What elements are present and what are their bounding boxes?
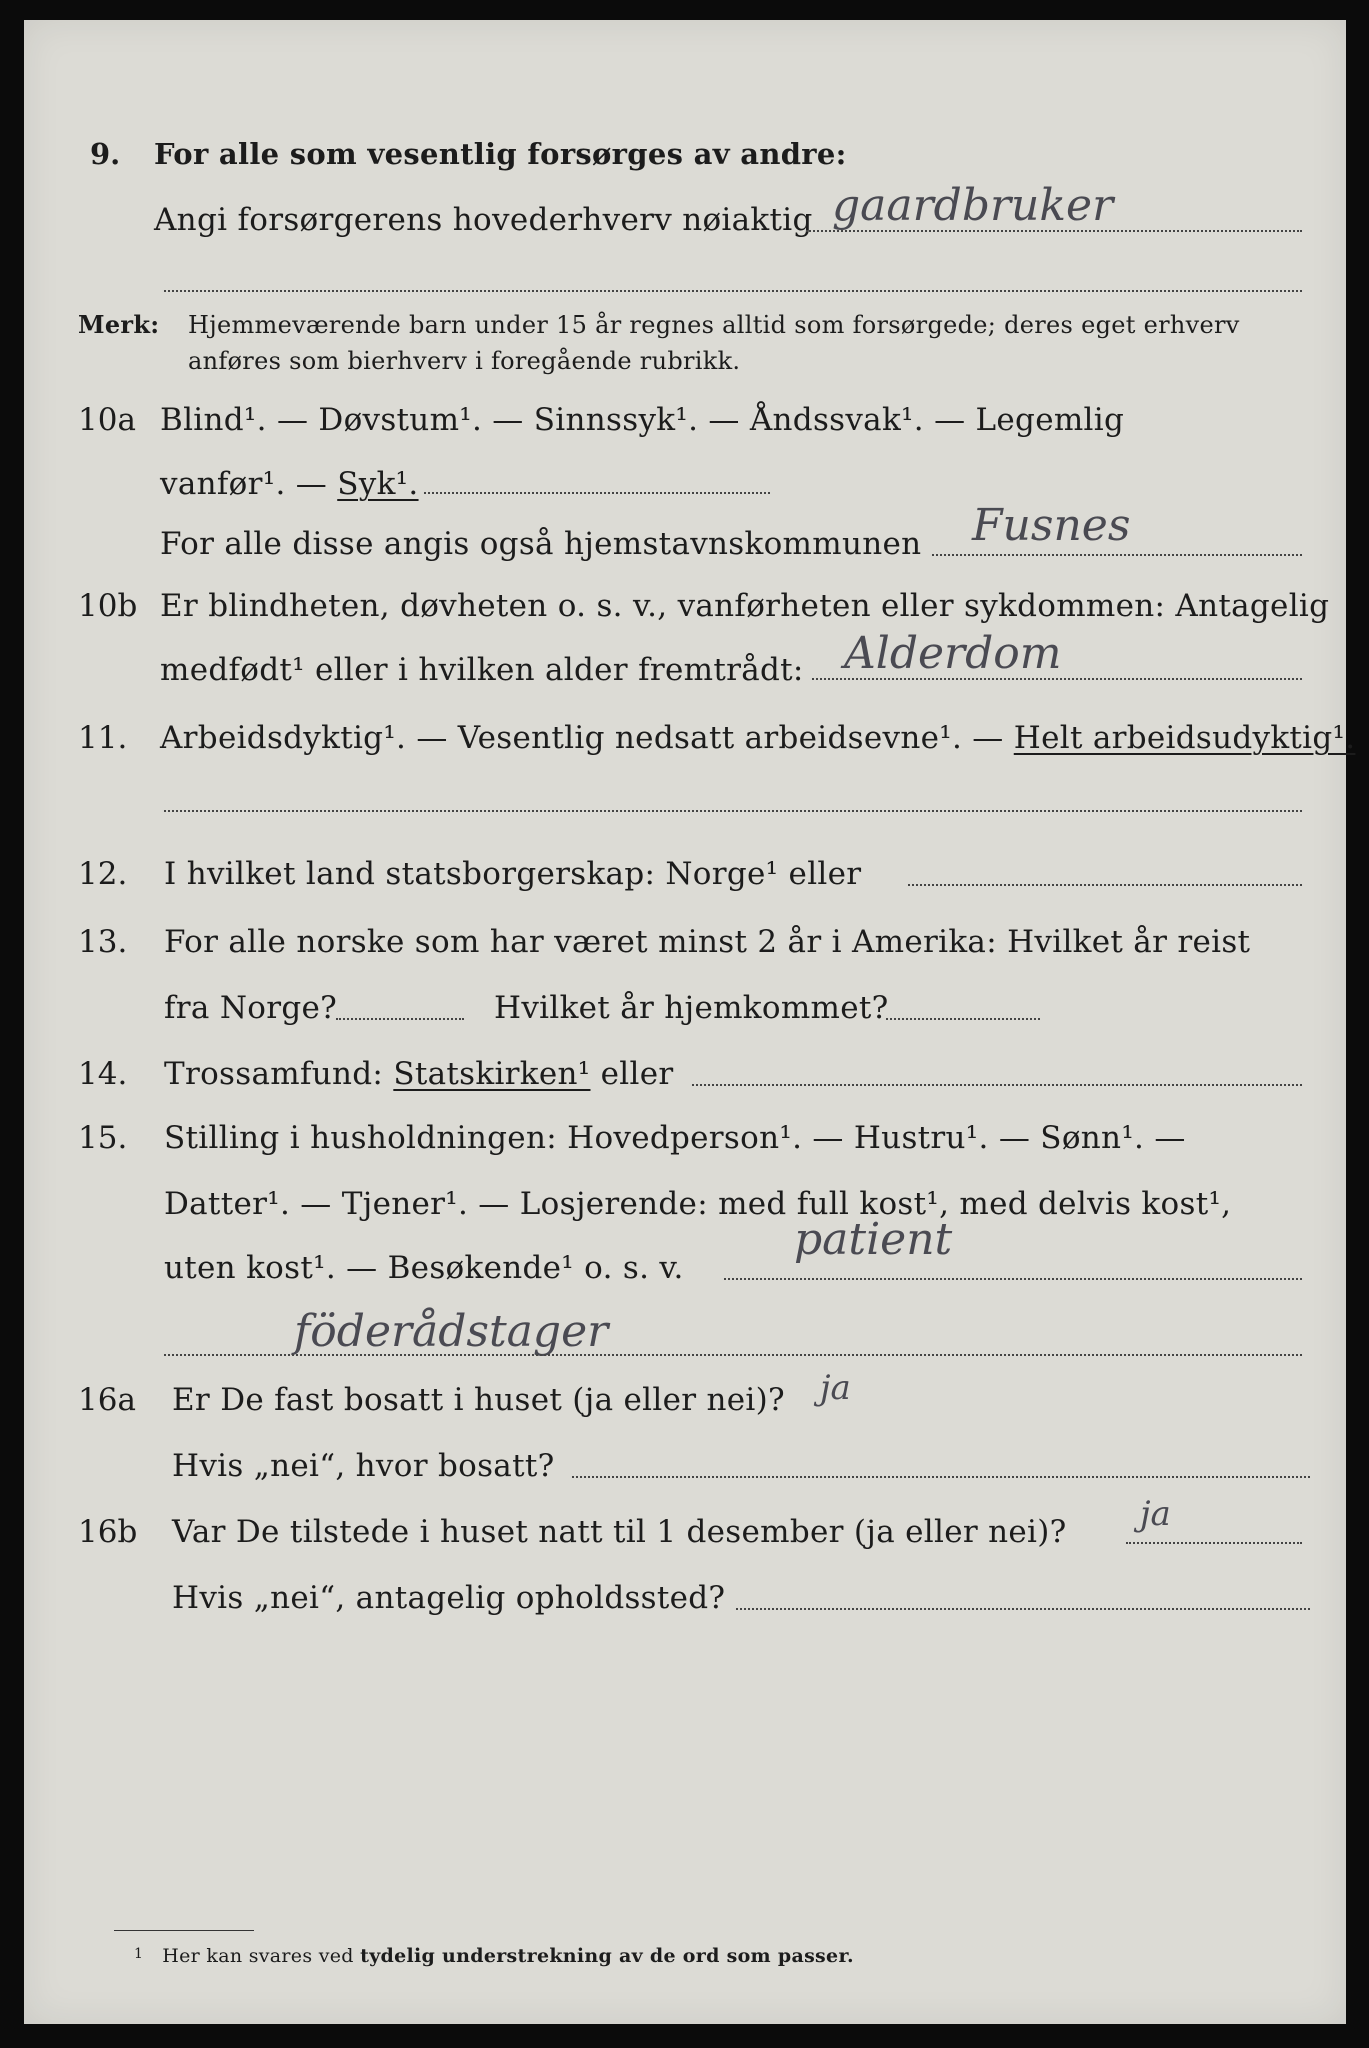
q16a-bosatt-line — [572, 1476, 1310, 1478]
q15-line-3: uten kost¹. — Besøkende¹ o. s. v. — [164, 1250, 684, 1286]
q10b-number: 10b — [78, 588, 138, 624]
q13-line-1: For alle norske som har været minst 2 år i Amerika: Hvilket år reist — [164, 924, 1251, 960]
q12-text: I hvilket land statsborgerskap: Norge¹ eller — [164, 856, 862, 892]
q10a-handwritten-answer: Fusnes — [972, 500, 1131, 551]
q15-line-2: Datter¹. — Tjener¹. — Losjerende: med full kost¹, med delvis kost¹, — [164, 1186, 1232, 1222]
q11-number: 11. — [78, 720, 128, 756]
q9-title: For alle som vesentlig forsørges av andre: — [154, 137, 847, 171]
q16a-handwritten-answer: ja — [820, 1368, 851, 1408]
q13-number: 13. — [78, 924, 128, 960]
q10b-line-2: medfødt¹ eller i hvilken alder fremtrådt: — [160, 652, 804, 688]
q16b-line-2: Hvis „nei“, antagelig opholdssted? — [172, 1580, 726, 1616]
q13-hjemkommet-line — [886, 1018, 1040, 1020]
footnote-rule — [114, 1930, 254, 1931]
q10b-line-1: Er blindheten, døvheten o. s. v., vanførheten eller sykdommen: Antagelig — [160, 588, 1330, 624]
q16b-line-1: Var De tilstede i huset natt til 1 desember (ja eller nei)? — [172, 1514, 1067, 1550]
q9-handwritten-answer: gaardbruker — [832, 180, 1114, 231]
q10a-syk-line — [424, 492, 770, 494]
q9-label: Angi forsørgerens hovederhverv nøiaktig — [154, 202, 813, 238]
q15-handwritten-answer-1: patient — [794, 1214, 953, 1265]
merk-line-2: anføres som bierhverv i foregående rubrikk. — [188, 347, 741, 375]
footnote: $^1$ Her kan svares ved tydelig understrekning av de ord som passer. — [134, 1945, 854, 1967]
q12-number: 12. — [78, 856, 128, 892]
q16b-number: 16b — [78, 1514, 138, 1550]
q13-line-2b: Hvilket år hjemkommet? — [494, 990, 889, 1026]
q9-extra-line — [164, 290, 1302, 292]
q13-reist-line — [336, 1018, 464, 1020]
q16b-opholdssted-line — [736, 1608, 1310, 1610]
q9-number: 9. — [90, 137, 121, 171]
merk-line-1: Hjemmeværende barn under 15 år regnes alltid som forsørgede; deres eget erhverv — [188, 311, 1240, 339]
q12-answer-line — [908, 884, 1302, 886]
q11-text: Arbeidsdyktig¹. — Vesentlig nedsatt arbeidsevne¹. — Helt arbeidsudyktig¹. — [160, 720, 1356, 756]
q10a-line-3: For alle disse angis også hjemstavnskommunen — [160, 526, 922, 562]
q15-answer-line — [724, 1278, 1302, 1280]
q10a-line-1: Blind¹. — Døvstum¹. — Sinnssyk¹. — Åndssvak¹. — Legemlig — [160, 402, 1125, 438]
q16b-answer-line — [1126, 1542, 1302, 1544]
q11-extra-line — [164, 810, 1302, 812]
q13-line-2a: fra Norge? — [164, 990, 338, 1026]
q10a-answer-line — [932, 554, 1302, 556]
q10a-line-2: vanfør¹. — Syk¹. — [160, 466, 419, 502]
census-form-page — [24, 20, 1356, 2024]
q15-extra-line — [164, 1354, 1302, 1356]
q14-text: Trossamfund: Statskirken¹ eller — [164, 1056, 674, 1092]
statskirken-underlined: Statskirken¹ — [393, 1056, 591, 1092]
q10b-handwritten-answer: Alderdom — [844, 628, 1062, 679]
q14-answer-line — [692, 1084, 1302, 1086]
q16a-line-2: Hvis „nei“, hvor bosatt? — [172, 1448, 555, 1484]
q15-line-1: Stilling i husholdningen: Hovedperson¹. — Hustru¹. — Sønn¹. — — [164, 1120, 1186, 1156]
helt-arbeidsudyktig-underlined: Helt arbeidsudyktig¹. — [1013, 720, 1356, 756]
q15-number: 15. — [78, 1120, 128, 1156]
q16b-handwritten-answer: ja — [1140, 1494, 1171, 1534]
q10a-number: 10a — [78, 402, 136, 438]
merk-label: Merk: — [78, 310, 160, 339]
q15-handwritten-answer-2: föderådstager — [294, 1306, 609, 1357]
syk-underlined: Syk¹. — [337, 466, 419, 502]
q16a-line-1: Er De fast bosatt i huset (ja eller nei)? — [172, 1382, 785, 1418]
q14-number: 14. — [78, 1056, 128, 1092]
q16a-number: 16a — [78, 1382, 136, 1418]
